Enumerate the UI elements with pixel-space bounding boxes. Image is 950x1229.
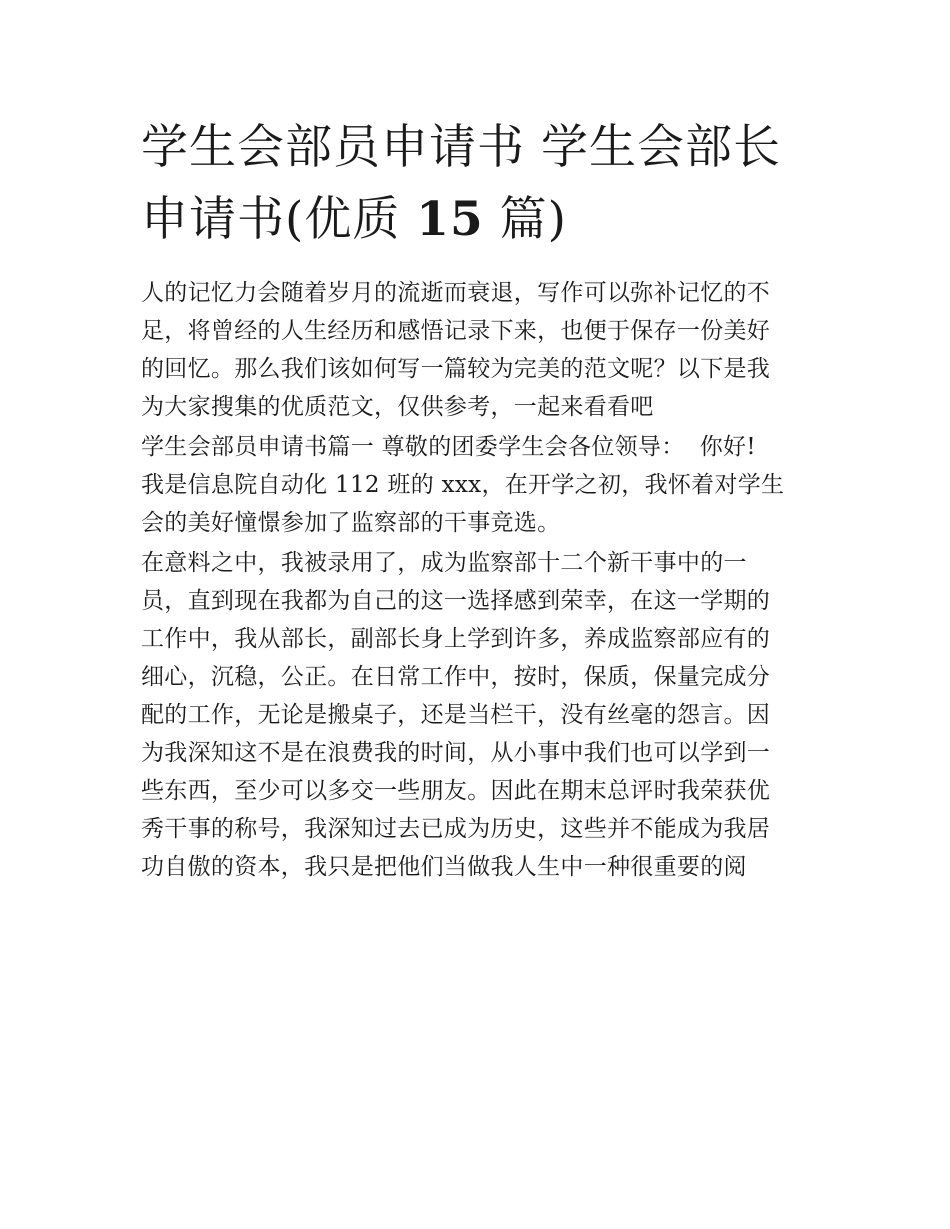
- paragraph-2: [141, 544, 813, 886]
- paragraph-1-line: 我是信息院自动化 112 班的 xxx，在开学之初，我怀着对学生: [141, 472, 785, 498]
- paragraph-2-line: 工作中，我从部长，副部长身上学到许多，养成监察部应有的: [141, 626, 771, 652]
- paragraph-2-line: 些东西，至少可以多交一些朋友。因此在期末总评时我荣获优: [141, 778, 771, 804]
- paragraph-2-line: 秀干事的称号，我深知过去已成为历史，这些并不能成为我居: [141, 816, 771, 842]
- section-heading: [141, 428, 813, 466]
- intro-line: 人的记忆力会随着岁月的流逝而衰退，写作可以弥补记忆的不: [141, 280, 771, 306]
- intro-paragraph: [141, 274, 813, 426]
- paragraph-2-line: 功自傲的资本，我只是把他们当做我人生中一种很重要的阅: [141, 854, 747, 880]
- paragraph-2-line: 在意料之中，我被录用了，成为监察部十二个新干事中的一: [141, 550, 747, 576]
- title-line-2-text-a: 申请书(优质: [141, 192, 417, 247]
- document-body: [141, 112, 813, 886]
- title-line-2-number: 15: [416, 192, 484, 247]
- intro-line: 足，将曾经的人生经历和感悟记录下来，也便于保存一份美好: [141, 318, 771, 344]
- title-line-2: [141, 184, 813, 256]
- paragraph-1: [141, 466, 813, 542]
- title-line-1: 学生会部员申请书 学生会部长: [141, 120, 781, 175]
- section-heading-line: 学生会部员申请书篇一 尊敬的团委学生会各位领导： 你好!: [141, 434, 756, 460]
- intro-line: 的回忆。那么我们该如何写一篇较为完美的范文呢？以下是我: [141, 356, 771, 382]
- paragraph-2-line: 细心，沉稳，公正。在日常工作中，按时，保质，保量完成分: [141, 664, 771, 690]
- paragraph-2-line: 员，直到现在我都为自己的这一选择感到荣幸，在这一学期的: [141, 588, 771, 614]
- title-line-2-text-c: 篇): [483, 192, 567, 247]
- document-title: [141, 112, 813, 256]
- intro-line: 为大家搜集的优质范文，仅供参考，一起来看看吧: [141, 394, 654, 420]
- paragraph-2-line: 为我深知这不是在浪费我的时间，从小事中我们也可以学到一: [141, 740, 771, 766]
- paragraph-1-line: 会的美好憧憬参加了监察部的干事竞选。: [141, 510, 561, 536]
- paragraph-2-line: 配的工作，无论是搬桌子，还是当栏干，没有丝毫的怨言。因: [141, 702, 771, 728]
